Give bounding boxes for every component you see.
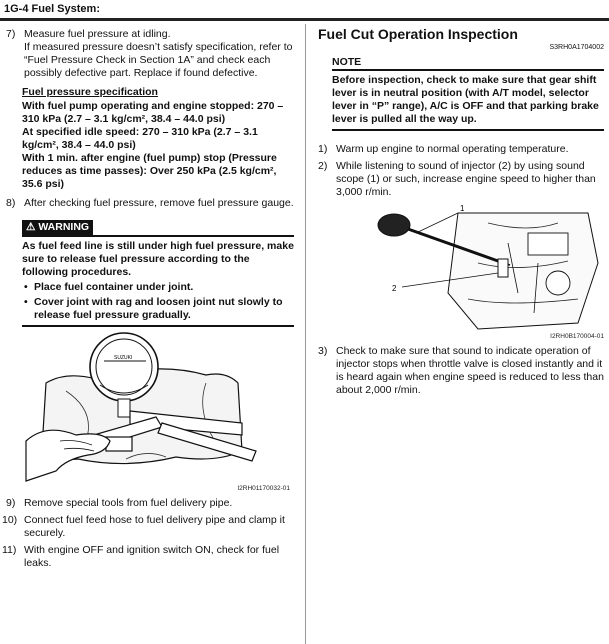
note-label: NOTE	[332, 56, 362, 68]
warning-badge: ⚠ WARNING	[22, 220, 93, 235]
section-title: Fuel Cut Operation Inspection	[318, 26, 518, 42]
step-8-text: After checking fuel pressure, remove fuel pressure gauge.	[24, 197, 294, 209]
step-number: 2)	[318, 160, 328, 172]
spec-line-2: At specified idle speed: 270 – 310 kPa (2.7 – 3.1 kg/cm², 38.4 – 44.0 psi)	[22, 126, 258, 151]
right-step-1-text: Warm up engine to normal operating temperature.	[336, 143, 569, 155]
right-step-1	[318, 143, 604, 156]
warning-bullet: • Cover joint with rag and loosen joint nut slowly to release fuel pressure gradually.	[22, 296, 294, 322]
step-number: 3)	[318, 345, 328, 357]
right-step-3	[318, 345, 604, 397]
step-number: 1)	[318, 143, 328, 155]
right-step-2	[318, 160, 604, 199]
step-number: 8)	[6, 197, 16, 209]
warning-bullet: • Place fuel container under joint.	[22, 281, 294, 294]
step-7-line1: Measure fuel pressure at idling.	[24, 28, 171, 40]
step-10-text: Connect fuel feed hose to fuel delivery pipe and clamp it securely.	[24, 514, 285, 539]
step-7	[6, 28, 294, 80]
header-rule	[0, 18, 609, 21]
callout-1: 1	[460, 204, 465, 213]
step-9-text: Remove special tools from fuel delivery pipe.	[24, 497, 233, 509]
spec-title: Fuel pressure specification	[22, 86, 158, 98]
step-11-text: With engine OFF and ignition switch ON, check for fuel leaks.	[24, 544, 280, 569]
right-step-2-text: While listening to sound of injector (2) by using sound scope (1) or such, increase engine speed to higher than 3,000 r/min.	[336, 160, 596, 198]
step-number: 11)	[2, 544, 17, 556]
step-number: 10)	[2, 514, 18, 526]
injector-figure	[358, 203, 604, 345]
figure-code: I2RH01170032-01	[237, 485, 290, 492]
figure-code: I2RH0B170004-01	[550, 333, 604, 340]
svg-text:SUZUKI: SUZUKI	[114, 355, 133, 361]
step-9	[6, 497, 294, 510]
spec-line-3: With 1 min. after engine (fuel pump) stop (Pressure reduces as time passes): Over 250 kPa (2.5 kg/cm², 35.6 psi)	[22, 152, 277, 190]
fuel-pressure-spec	[22, 86, 294, 191]
right-step-3-text: Check to make sure that sound to indicate operation of injector stops when throttle valve is closed instantly and it is heard again when engine speed is reduced to less than about 2,000 r/min.	[336, 345, 604, 396]
pressure-gauge-figure	[6, 327, 294, 497]
step-7-line2: If measured pressure doesn’t satisfy specification, refer to “Fuel Pressure Check in Section 1A” and check each possibly defective part. Replace if found defective.	[24, 41, 293, 79]
callout-2: 2	[392, 284, 397, 293]
note-text: Before inspection, check to make sure that gear shift lever is in neutral position (with A/T model, selector lever in “P” range), A/C is OFF and that parking brake lever is pulled all the way up.	[332, 74, 599, 125]
warning-text: As fuel feed line is still under high fuel pressure, make sure to release fuel pressure according to the following procedures.	[22, 240, 294, 278]
warning-box	[22, 235, 294, 327]
spec-line-1: With fuel pump operating and engine stopped: 270 – 310 kPa (2.7 – 3.1 kg/cm², 38.4 – 44.0 psi)	[22, 100, 284, 125]
column-divider	[305, 24, 306, 644]
page-header-title: 1G-4 Fuel System:	[4, 3, 100, 15]
pressure-gauge-illustration	[6, 331, 294, 491]
step-10	[2, 514, 294, 540]
left-column	[2, 28, 294, 574]
injector-illustration	[358, 203, 604, 338]
page-header	[0, 0, 609, 22]
step-11	[2, 544, 294, 570]
section-code: S3RH0A1704002	[549, 44, 604, 51]
step-8	[6, 197, 294, 210]
step-number: 7)	[6, 28, 16, 40]
note-box	[332, 69, 604, 131]
step-number: 9)	[6, 497, 16, 509]
right-column	[318, 28, 604, 401]
